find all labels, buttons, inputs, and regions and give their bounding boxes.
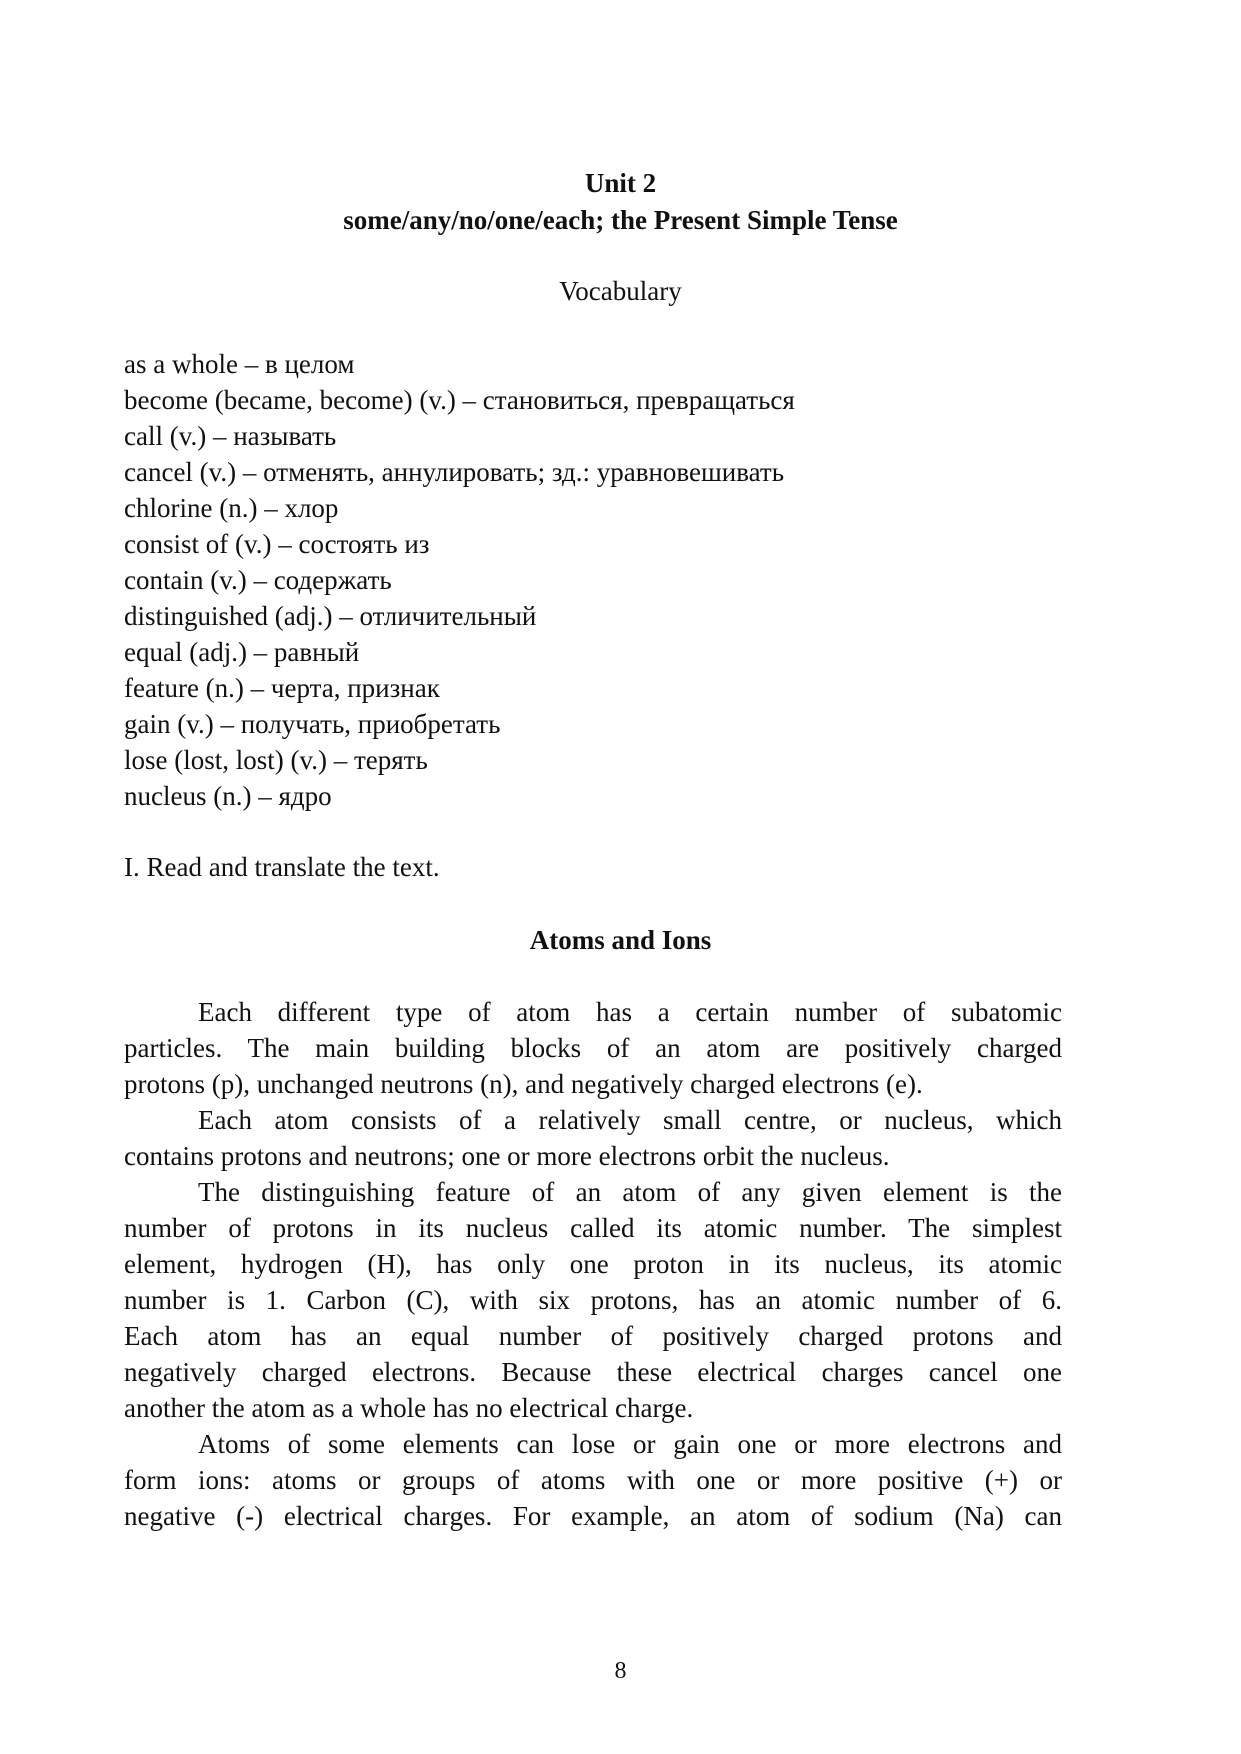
text-line: number is 1. Carbon (C), with six protons, has an atomic number of 6. (124, 1285, 1062, 1315)
paragraph (124, 1102, 1062, 1174)
text-line: Each atom has an equal number of positively charged protons and (124, 1321, 1062, 1351)
vocabulary-item: call (v.) – называть (124, 421, 337, 451)
vocabulary-item: distinguished (adj.) – отличительный (124, 601, 537, 631)
paragraph (124, 1426, 1062, 1534)
reading-text (124, 994, 1062, 1534)
text-line: another the atom as a whole has no electrical charge. (124, 1393, 694, 1423)
text-line: negative (-) electrical charges. For example, an atom of sodium (Na) can (124, 1501, 1062, 1531)
vocabulary-heading: Vocabulary (559, 276, 682, 306)
text-line: Each different type of atom has a certain number of subatomic (198, 997, 1062, 1027)
unit-heading: Unit 2 (584, 168, 657, 198)
vocabulary-item: as a whole – в целом (124, 349, 355, 379)
paragraph (124, 994, 1062, 1102)
vocabulary-item: chlorine (n.) – хлор (124, 493, 339, 523)
vocabulary-list (124, 346, 795, 814)
task-instruction: I. Read and translate the text. (124, 852, 440, 882)
vocabulary-item: gain (v.) – получать, приобретать (124, 709, 501, 739)
vocabulary-item: equal (adj.) – равный (124, 637, 360, 667)
vocabulary-item: become (became, become) (v.) – становиться, превращаться (124, 385, 795, 415)
vocabulary-item: consist of (v.) – состоять из (124, 529, 430, 559)
page-number: 8 (614, 1658, 627, 1684)
text-line: Each atom consists of a relatively small centre, or nucleus, which (198, 1105, 1062, 1135)
text-line: particles. The main building blocks of an atom are positively charged (124, 1033, 1062, 1063)
text-line: protons (p), unchanged neutrons (n), and negatively charged electrons (e). (124, 1069, 923, 1099)
unit-topic: some/any/no/one/each; the Present Simple Tense (343, 205, 898, 235)
text-line: The distinguishing feature of an atom of any given element is the (198, 1177, 1062, 1207)
text-title: Atoms and Ions (529, 925, 712, 955)
text-line: number of protons in its nucleus called its atomic number. The simplest (124, 1213, 1062, 1243)
vocabulary-item: lose (lost, lost) (v.) – терять (124, 745, 428, 775)
vocabulary-item: cancel (v.) – отменять, аннулировать; зд.: уравновешивать (124, 457, 785, 487)
text-line: Atoms of some elements can lose or gain one or more electrons and (198, 1429, 1062, 1459)
text-line: form ions: atoms or groups of atoms with one or more positive (+) or (124, 1465, 1062, 1495)
paragraph (124, 1174, 1062, 1426)
text-line: contains protons and neutrons; one or more electrons orbit the nucleus. (124, 1141, 890, 1171)
vocabulary-item: contain (v.) – содержать (124, 565, 392, 595)
text-line: negatively charged electrons. Because these electrical charges cancel one (124, 1357, 1062, 1387)
vocabulary-item: feature (n.) – черта, признак (124, 673, 440, 703)
vocabulary-item: nucleus (n.) – ядро (124, 781, 332, 811)
text-line: element, hydrogen (H), has only one proton in its nucleus, its atomic (124, 1249, 1062, 1279)
